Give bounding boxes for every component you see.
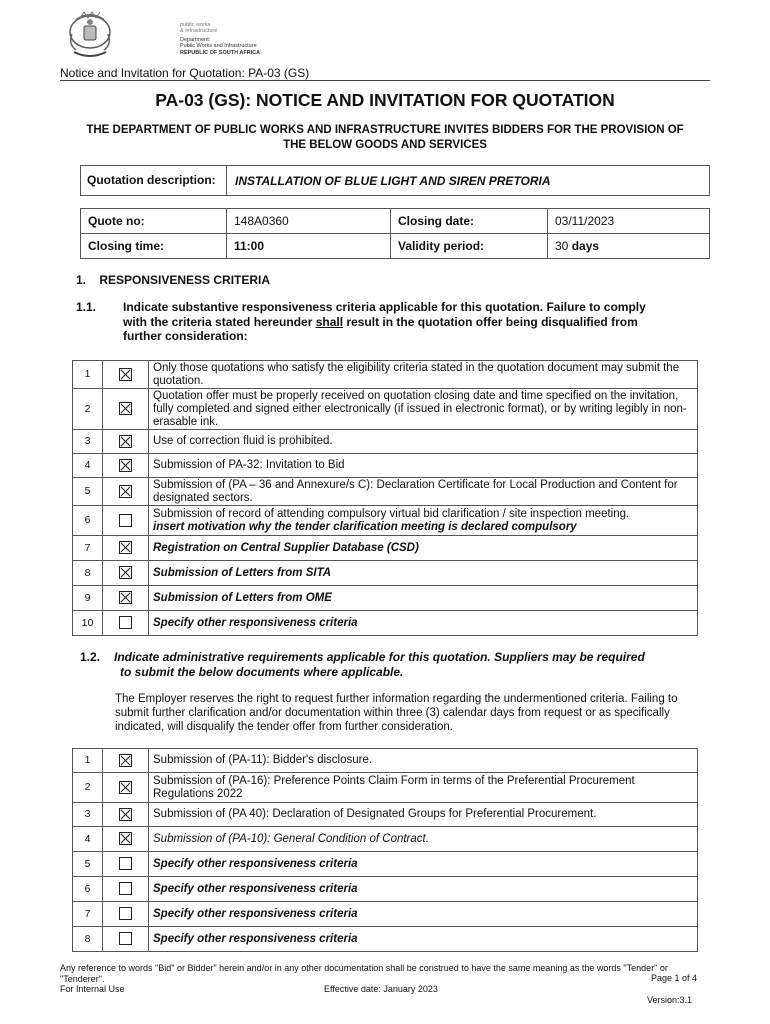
department-logo (62, 10, 261, 64)
validity-value (548, 234, 710, 259)
row-number: 7 (73, 902, 103, 927)
criteria-text-cell (149, 361, 698, 389)
criteria-text: Submission of (PA-10): General Condition of Contract. (153, 832, 429, 845)
page-title: PA-03 (GS): NOTICE AND INVITATION FOR QUOTATION (155, 90, 615, 110)
table-row (73, 773, 698, 803)
closing-date-label: Closing date: (391, 209, 548, 234)
checkbox-cell (103, 478, 149, 506)
checkbox-cell (103, 773, 149, 803)
criteria-text-cell (149, 536, 698, 561)
closing-time-label: Closing time: (81, 234, 227, 259)
row-number: 1 (73, 749, 103, 773)
responsiveness-criteria-table (72, 360, 698, 636)
criteria-text-cell (149, 927, 698, 952)
footer-effective-date: Effective date: January 2023 (324, 984, 438, 994)
checkbox-cell (103, 586, 149, 611)
table-row (73, 389, 698, 430)
checked-checkbox[interactable] (119, 808, 132, 821)
row-number: 8 (73, 561, 103, 586)
logo-line: & infrastructure (180, 28, 218, 35)
table-row (73, 803, 698, 827)
checkbox-cell (103, 749, 149, 773)
logo-wordmark (180, 22, 260, 56)
row-number: 4 (73, 827, 103, 852)
checkbox-cell (103, 361, 149, 389)
table-row (73, 506, 698, 536)
logo-line: REPUBLIC OF SOUTH AFRICA (180, 49, 261, 56)
table-row (73, 827, 698, 852)
criteria-text-cell (149, 586, 698, 611)
quote-no-value: 148A0360 (227, 209, 391, 234)
description-value: INSTALLATION OF BLUE LIGHT AND SIREN PRETORIA (227, 166, 710, 196)
table-row (73, 852, 698, 877)
section-number: 1. (76, 273, 87, 287)
subsection-text: further consideration: (123, 329, 248, 343)
footer-version: Version:3.1 (646, 995, 692, 1005)
validity-label: Validity period: (391, 234, 548, 259)
row-number: 1 (73, 361, 103, 389)
row-number: 2 (73, 389, 103, 430)
checkbox-cell (103, 430, 149, 454)
subsection-text (123, 315, 706, 330)
criteria-text-cell (149, 773, 698, 803)
logo-line: public works (180, 22, 211, 28)
checkbox-cell (103, 561, 149, 586)
running-title: Notice and Invitation for Quotation: PA-03 (GS) (60, 66, 310, 80)
criteria-text-cell (149, 902, 698, 927)
criteria-text-cell (149, 611, 698, 636)
logo-line: Department: (180, 36, 211, 43)
criteria-text-cell (149, 561, 698, 586)
unchecked-checkbox[interactable] (119, 932, 132, 945)
checked-checkbox[interactable] (119, 459, 132, 472)
row-number: 3 (73, 430, 103, 454)
criteria-text: Specify other responsiveness criteria (153, 907, 358, 920)
footer-internal: For Internal Use (60, 984, 125, 994)
table-row (73, 586, 698, 611)
criteria-text: Specify other responsiveness criteria (153, 882, 358, 895)
row-number: 6 (73, 877, 103, 902)
quote-no-label: Quote no: (81, 209, 227, 234)
criteria-text: Registration on Central Supplier Database (CSD) (153, 541, 419, 554)
row-number: 6 (73, 506, 103, 536)
checked-checkbox[interactable] (119, 435, 132, 448)
description-label: Quotation description: (81, 166, 227, 196)
employer-paragraph: The Employer reserves the right to request further information regarding the undermentioned criteria. Failing to submit further clarification and/or documentation within three (3) calendar days from request or as specifically indicated, will disqualify the tender offer from further consideration. (115, 693, 678, 733)
checked-checkbox[interactable] (119, 566, 132, 579)
subsection-number: 1.2. (80, 650, 101, 664)
table-row (73, 430, 698, 454)
criteria-text: Use of correction fluid is prohibited. (153, 435, 333, 447)
table-row (73, 749, 698, 773)
table-row (73, 611, 698, 636)
checked-checkbox[interactable] (119, 754, 132, 767)
unchecked-checkbox[interactable] (119, 882, 132, 895)
subsection-number: 1.1. (76, 300, 97, 314)
checkbox-cell (103, 877, 149, 902)
subsection-text-part: with the criteria stated hereunder (123, 314, 316, 329)
row-number: 8 (73, 927, 103, 952)
table-row (73, 478, 698, 506)
validity-unit: days (571, 239, 600, 253)
row-number: 9 (73, 586, 103, 611)
row-number: 4 (73, 454, 103, 478)
checked-checkbox[interactable] (119, 781, 132, 794)
criteria-text-cell (149, 852, 698, 877)
criteria-text: Submission of PA-32: Invitation to Bid (153, 459, 345, 471)
closing-date-value: 03/11/2023 (548, 209, 710, 234)
checkbox-cell (103, 454, 149, 478)
coat-of-arms-icon (62, 10, 118, 62)
checkbox-cell (103, 827, 149, 852)
unchecked-checkbox[interactable] (119, 616, 132, 629)
checked-checkbox[interactable] (119, 541, 132, 554)
quote-details-table (80, 208, 710, 259)
row-number: 5 (73, 478, 103, 506)
checkbox-cell (103, 927, 149, 952)
table-row (73, 902, 698, 927)
criteria-text-cell (149, 389, 698, 430)
table-row (73, 536, 698, 561)
checkbox-cell (103, 902, 149, 927)
table-row (73, 927, 698, 952)
criteria-text: Submission of (PA 40): Declaration of Designated Groups for Preferential Procurement. (153, 808, 597, 820)
checkbox-cell (103, 536, 149, 561)
table-row (73, 361, 698, 389)
validity-number: 30 (555, 239, 569, 253)
checked-checkbox[interactable] (119, 832, 132, 845)
row-number: 10 (73, 611, 103, 636)
subsection-1-2 (80, 650, 700, 679)
row-number: 7 (73, 536, 103, 561)
checked-checkbox[interactable] (119, 368, 132, 381)
page-subtitle: THE DEPARTMENT OF PUBLIC WORKS AND INFRASTRUCTURE INVITES BIDDERS FOR THE PROVISION OF THE BELOW GOODS AND SERVICES (86, 124, 684, 151)
subsection-text-underlined: shall (315, 314, 344, 329)
section-heading (76, 273, 270, 287)
checkbox-cell (103, 389, 149, 430)
quotation-description-table (80, 165, 710, 196)
unchecked-checkbox[interactable] (119, 907, 132, 920)
row-number: 5 (73, 852, 103, 877)
table-row (73, 877, 698, 902)
criteria-text: Submission of (PA – 36 and Annexure/s C): Declaration Certificate for Local Production and Content for designated sectors. (153, 478, 678, 504)
page-number: Page 1 of 4 (650, 973, 697, 983)
checked-checkbox[interactable] (119, 591, 132, 604)
criteria-text: Submission of Letters from SITA (153, 566, 332, 579)
row-number: 3 (73, 803, 103, 827)
checkbox-cell (103, 611, 149, 636)
table-row (73, 454, 698, 478)
criteria-text-cell (149, 827, 698, 852)
criteria-text-cell (149, 478, 698, 506)
checked-checkbox[interactable] (119, 485, 132, 498)
closing-time-value: 11:00 (227, 234, 391, 259)
criteria-text: Only those quotations who satisfy the eligibility criteria stated in the quotation document may submit the quotation. (153, 361, 680, 387)
criteria-text-cell (149, 803, 698, 827)
checkbox-cell (103, 506, 149, 536)
unchecked-checkbox[interactable] (119, 857, 132, 870)
checkbox-cell (103, 852, 149, 877)
unchecked-checkbox[interactable] (119, 514, 132, 527)
administrative-requirements-table (72, 748, 698, 952)
criteria-text-cell (149, 430, 698, 454)
criteria-text-cell (149, 454, 698, 478)
footer-note: Any reference to words "Bid" or Bidder" herein and/or in any other documentation shall be construed to have the same meaning as the words "Tender" or "Tenderer". (60, 963, 668, 984)
logo-line: Public Works and Infrastructure (180, 43, 257, 50)
header-divider (60, 80, 710, 81)
subsection-1-1 (76, 300, 706, 344)
table-row (73, 561, 698, 586)
subsection-text-part: result in the quotation offer being disqualified from (343, 314, 638, 329)
criteria-text: Specify other responsiveness criteria (153, 857, 358, 870)
criteria-text: Submission of (PA-16): Preference Points Claim Form in terms of the Preferential Procurement Regulations 2022 (153, 774, 635, 800)
criteria-text-cell (149, 749, 698, 773)
criteria-motivation-text: insert motivation why the tender clarification meeting is declared compulsory (153, 520, 577, 533)
subsection-text: to submit the below documents where applicable. (120, 664, 404, 679)
criteria-text-cell (149, 877, 698, 902)
criteria-text: Submission of record of attending compulsory virtual bid clarification / site inspection meeting. (153, 507, 630, 520)
subsection-text: Indicate administrative requirements applicable for this quotation. Suppliers may be required (114, 650, 645, 664)
subsection-text: Indicate substantive responsiveness criteria applicable for this quotation. Failure to comply (123, 300, 646, 314)
section-title: RESPONSIVENESS CRITERIA (99, 273, 271, 287)
criteria-text: Quotation offer must be properly received on quotation closing date and time specified on the invitation, fully completed and signed either electronically (if issued in electronic format), or by writing legibly in non-erasable ink. (153, 389, 687, 428)
criteria-text: Specify other responsiveness criteria (153, 932, 358, 945)
checkbox-cell (103, 803, 149, 827)
criteria-text: Submission of (PA-11): Bidder's disclosure. (153, 754, 373, 766)
criteria-text: Submission of Letters from OME (153, 591, 332, 604)
checked-checkbox[interactable] (119, 402, 132, 415)
criteria-text-cell (149, 506, 698, 536)
criteria-text: Specify other responsiveness criteria (153, 616, 358, 629)
row-number: 2 (73, 773, 103, 803)
